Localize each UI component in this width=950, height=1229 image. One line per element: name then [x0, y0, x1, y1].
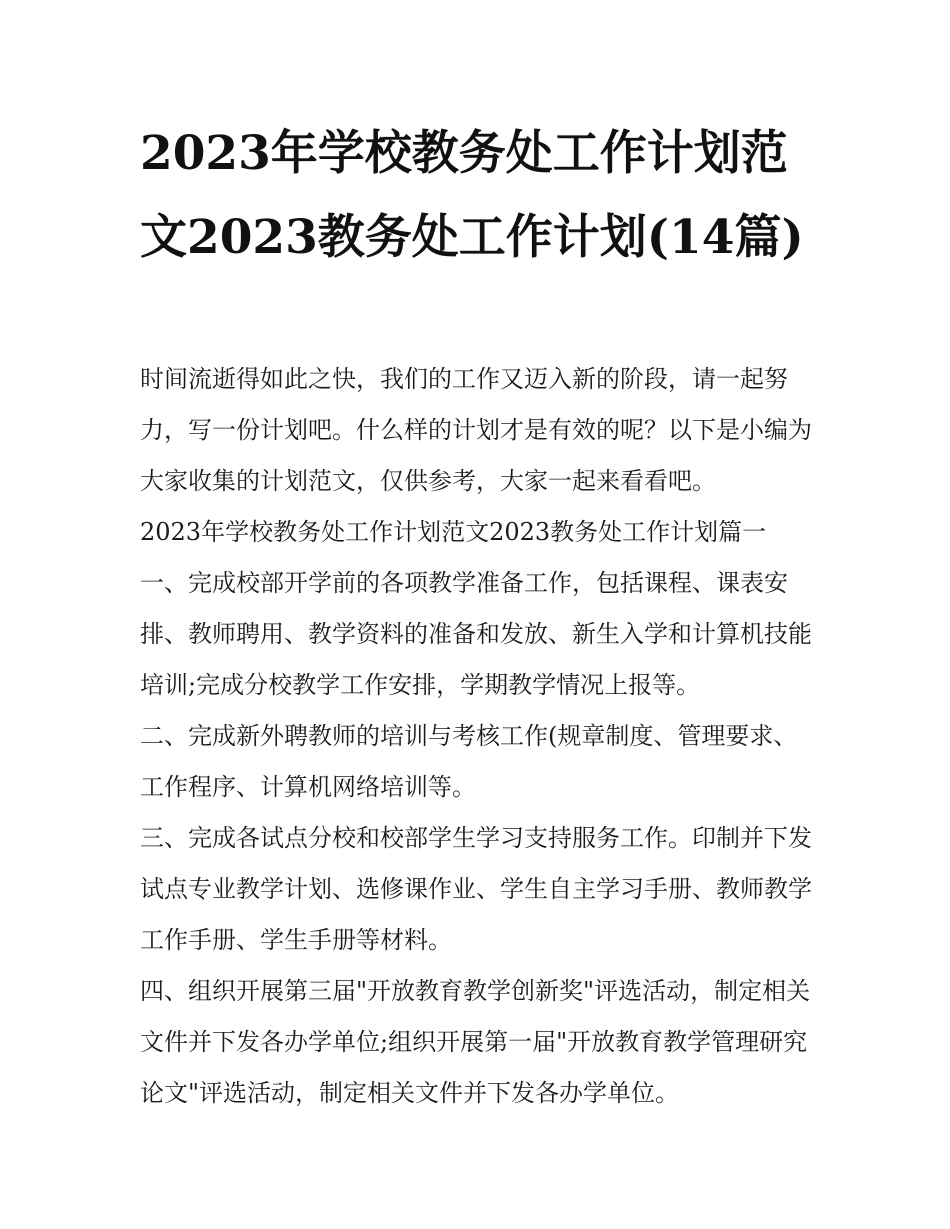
- document-title: 2023年学校教务处工作计划范文2023教务处工作计划(14篇): [140, 126, 804, 265]
- item-four-paragraph: 四、组织开展第三届"开放教育教学创新奖"评选活动，制定相关文件并下发各办学单位;组织开展第一届"开放教育教学管理研究论文"评选活动，制定相关文件并下发各办学单位。: [140, 977, 811, 1107]
- item-one-paragraph: 一、完成校部开学前的各项教学准备工作，包括课程、课表安排、教师聘用、教学资料的准备和发放、新生入学和计算机技能培训;完成分校教学工作安排，学期教学情况上报等。: [140, 569, 812, 699]
- intro-paragraph: 时间流逝得如此之快，我们的工作又迈入新的阶段，请一起努力，写一份计划吧。什么样的计划才是有效的呢？以下是小编为大家收集的计划范文，仅供参考，大家一起来看看吧。: [140, 365, 812, 495]
- section-heading: 2023年学校教务处工作计划范文2023教务处工作计划篇一: [140, 518, 767, 546]
- item-two-paragraph: 二、完成新外聘教师的培训与考核工作(规章制度、管理要求、工作程序、计算机网络培训等。: [140, 722, 798, 801]
- document-body: [140, 354, 820, 1119]
- item-three-paragraph: 三、完成各试点分校和校部学生学习支持服务工作。印制并下发试点专业教学计划、选修课作业、学生自主学习手册、教师教学工作手册、学生手册等材料。: [140, 824, 812, 954]
